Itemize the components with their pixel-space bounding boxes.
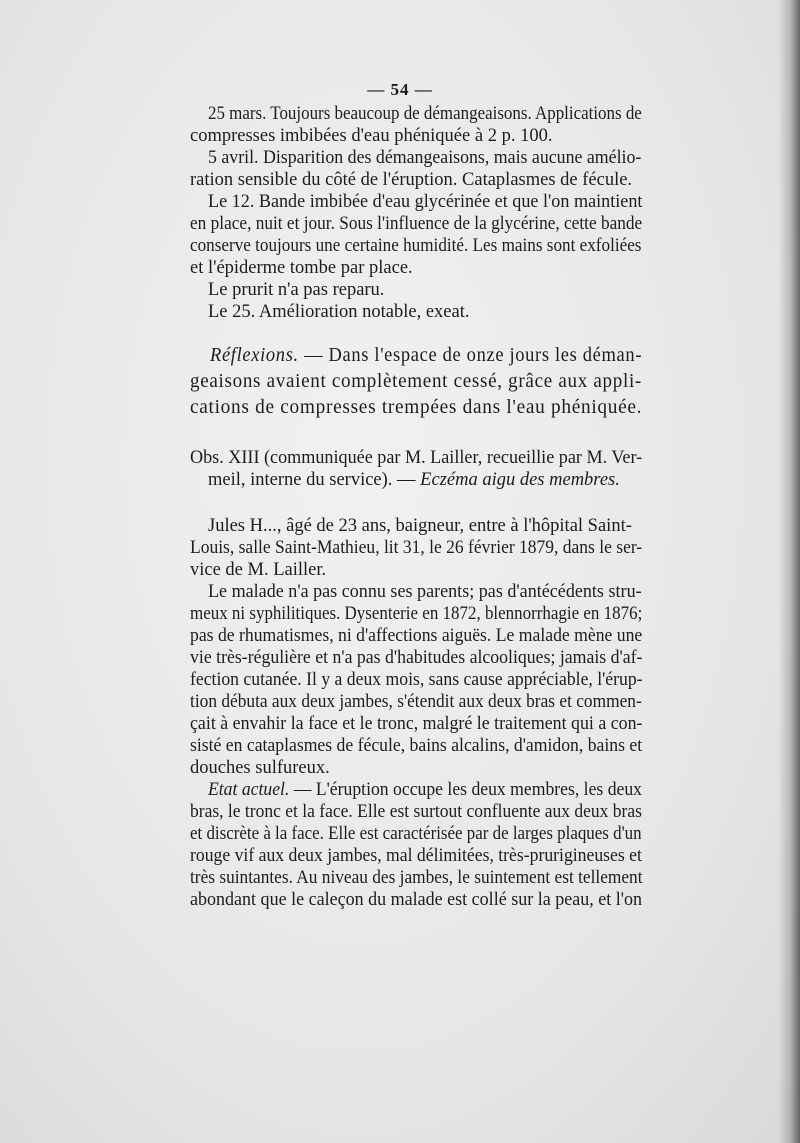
text-line: douches sulfureux. [190,758,330,778]
observation-title: Eczéma aigu des membres. [420,470,620,490]
text-line: meux ni syphilitiques. Dysenterie en 1872, blennorrhagie en 1876; [190,604,643,624]
reflexions-line [210,345,642,367]
text-span: — Dans l'espace de onze jours les déman- [298,345,643,366]
text-line: vice de M. Lailler. [190,560,327,580]
etat-actuel-line [208,779,642,801]
text-line: Jules H..., âgé de 23 ans, baigneur, entre à l'hôpital Saint- [208,516,632,536]
text-line: tion débuta aux deux jambes, s'étendit aux deux bras et commen- [190,692,642,712]
observation-line [208,469,620,491]
text-line: geaisons avaient complètement cessé, grâce aux appli- [190,371,642,392]
text-line: compresses imbibées d'eau phéniquée à 2 p. 100. [190,126,553,146]
text-line: bras, le tronc et la face. Elle est surtout confluente aux deux bras [190,802,642,822]
text-line: 5 avril. Disparition des démangeaisons, mais aucune amélio- [208,148,642,168]
text-line: cations de compresses trempées dans l'eau phéniquée. [190,397,643,418]
text-line: 25 mars. Toujours beaucoup de démangeaisons. Applications de [208,104,642,124]
text-line: et l'épiderme tombe par place. [190,258,413,278]
text-line: en place, nuit et jour. Sous l'influence de la glycérine, cette bande [190,214,643,234]
text-line: pas de rhumatismes, ni d'affections aiguës. Le malade mène une [190,626,643,646]
text-line: sisté en cataplasmes de fécule, bains alcalins, d'amidon, bains et [190,736,643,756]
text-line: abondant que le caleçon du malade est collé sur la peau, et l'on [190,890,643,910]
text-line: rouge vif aux deux jambes, mal délimitées, très-prurigineuses et [190,846,642,866]
text-line: Le 25. Amélioration notable, exeat. [208,302,470,322]
text-line: Louis, salle Saint-Mathieu, lit 31, le 26 février 1879, dans le ser- [190,538,643,558]
text-line: très suintantes. Au niveau des jambes, le suintement est tellement [190,868,643,888]
text-line: Le malade n'a pas connu ses parents; pas d'antécédents stru- [208,582,642,602]
reflexions-heading: Réflexions. [210,345,299,366]
text-line: conserve toujours une certaine humidité. Les mains sont exfoliées [190,236,642,256]
page-number: — 54 — [367,80,433,99]
text-line: ration sensible du côté de l'éruption. Cataplasmes de fécule. [190,170,633,190]
text-line: Le 12. Bande imbibée d'eau glycérinée et que l'on maintient [208,192,643,212]
text-span: meil, interne du service). — [208,470,421,490]
page-spine-shadow [778,0,800,1143]
text-line: fection cutanée. Il y a deux mois, sans cause appréciable, l'érup- [190,670,643,690]
text-line: Le prurit n'a pas reparu. [208,280,385,300]
text-line: et discrète à la face. Elle est caractérisée par de larges plaques d'un [190,824,642,844]
etat-actuel-heading: Etat actuel. [208,780,290,800]
text-line: çait à envahir la face et le tronc, malgré le traitement qui a con- [190,714,643,734]
text-line: vie très-régulière et n'a pas d'habitudes alcooliques; jamais d'af- [190,648,643,668]
observation-heading: Obs. XIII (communiquée par M. Lailler, recueillie par M. Ver- [190,448,643,468]
text-span: — L'éruption occupe les deux membres, les deux [289,780,643,800]
